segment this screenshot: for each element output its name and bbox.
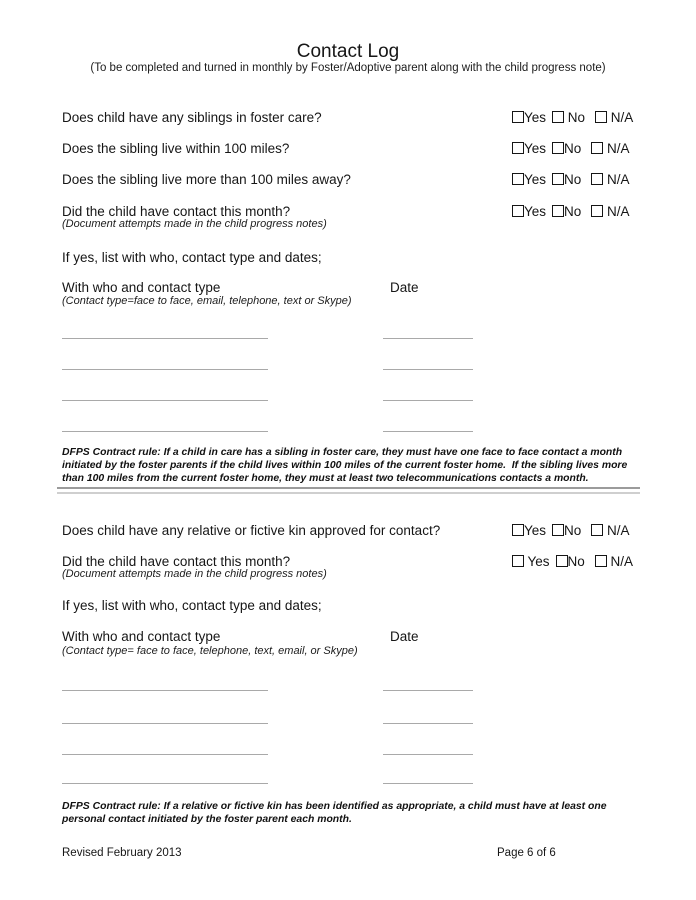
- option-yes: [512, 523, 546, 538]
- option-label-na: N/A: [603, 204, 630, 219]
- checkbox-yes[interactable]: [512, 205, 524, 217]
- answer-options: [512, 554, 633, 569]
- checkbox-na[interactable]: [591, 173, 603, 185]
- option-na: [591, 141, 629, 156]
- page-title: Contact Log: [296, 41, 400, 62]
- option-na: [595, 110, 633, 125]
- question-text: Does the sibling live within 100 miles?: [62, 141, 290, 156]
- option-na: [591, 523, 629, 538]
- section-divider: [57, 487, 640, 494]
- entry-line-date[interactable]: [383, 689, 473, 691]
- entry-line-who[interactable]: [62, 782, 268, 784]
- option-label-no: No: [564, 172, 582, 187]
- option-yes: [512, 172, 546, 187]
- entry-line-who[interactable]: [62, 399, 268, 401]
- entry-line-who[interactable]: [62, 753, 268, 755]
- option-no: [552, 141, 581, 156]
- entry-line-who[interactable]: [62, 430, 268, 432]
- option-yes: [512, 204, 546, 219]
- option-label-yes: Yes: [524, 204, 547, 219]
- entry-line-who[interactable]: [62, 722, 268, 724]
- footer-page-number: Page 6 of 6: [497, 847, 556, 859]
- checkbox-yes[interactable]: [512, 555, 524, 567]
- question-text: Does child have any siblings in foster care?: [62, 110, 322, 125]
- option-label-no: No: [564, 141, 582, 156]
- checkbox-no[interactable]: [552, 205, 564, 217]
- option-label-na: N/A: [607, 110, 634, 125]
- contract-rule-text: DFPS Contract rule: If a child in care has a sibling in foster care, they must have one face to face contact a month initiated by the foster parents if the child lives within 100 miles of the current foster home. If the sibling lives more than 100 miles from the current foster home, they must at least two telecommunications contacts a month.: [62, 447, 631, 485]
- option-label-no: No: [564, 523, 582, 538]
- entry-line-who[interactable]: [62, 337, 268, 339]
- checkbox-na[interactable]: [591, 205, 603, 217]
- option-no: [552, 172, 581, 187]
- checkbox-no[interactable]: [552, 173, 564, 185]
- checkbox-no[interactable]: [556, 555, 568, 567]
- entry-line-date[interactable]: [383, 337, 473, 339]
- option-yes: [512, 554, 550, 569]
- entry-line-date[interactable]: [383, 368, 473, 370]
- question-note: (Document attempts made in the child progress notes): [62, 218, 327, 230]
- option-yes: [512, 141, 546, 156]
- question-note: (Document attempts made in the child progress notes): [62, 568, 327, 580]
- entry-line-date[interactable]: [383, 722, 473, 724]
- checkbox-na[interactable]: [591, 142, 603, 154]
- column-header-who: With who and contact type: [62, 280, 221, 295]
- option-label-yes: Yes: [524, 172, 547, 187]
- column-header-who: With who and contact type: [62, 629, 221, 644]
- option-no: [552, 523, 581, 538]
- checkbox-na[interactable]: [595, 555, 607, 567]
- checkbox-yes[interactable]: [512, 524, 524, 536]
- option-no: [552, 204, 581, 219]
- entry-line-date[interactable]: [383, 782, 473, 784]
- checkbox-na[interactable]: [591, 524, 603, 536]
- checkbox-no[interactable]: [552, 111, 564, 123]
- question-text: Does the sibling live more than 100 miles away?: [62, 172, 351, 187]
- option-label-no: No: [567, 554, 585, 569]
- answer-options: [512, 172, 630, 187]
- option-no: [556, 554, 585, 569]
- option-na: [595, 554, 633, 569]
- checkbox-yes[interactable]: [512, 111, 524, 123]
- checkbox-no[interactable]: [552, 142, 564, 154]
- checkbox-na[interactable]: [595, 111, 607, 123]
- if-yes-instruction: If yes, list with who, contact type and dates;: [62, 598, 322, 613]
- entry-line-date[interactable]: [383, 430, 473, 432]
- if-yes-instruction: If yes, list with who, contact type and dates;: [62, 250, 322, 265]
- option-label-yes: Yes: [524, 554, 550, 569]
- option-label-na: N/A: [603, 141, 630, 156]
- footer-revision: Revised February 2013: [62, 847, 182, 859]
- page-subtitle: (To be completed and turned in monthly by Foster/Adoptive parent along with the child progress note): [90, 62, 606, 74]
- contact-type-note: (Contact type=face to face, email, telephone, text or Skype): [62, 295, 352, 307]
- checkbox-yes[interactable]: [512, 142, 524, 154]
- option-na: [591, 204, 629, 219]
- option-no: [552, 110, 585, 125]
- question-text: Did the child have contact this month?: [62, 204, 291, 219]
- answer-options: [512, 141, 630, 156]
- column-header-date: Date: [390, 629, 419, 644]
- option-label-yes: Yes: [524, 110, 547, 125]
- answer-options: [512, 110, 633, 125]
- question-text: Did the child have contact this month?: [62, 554, 291, 569]
- option-na: [591, 172, 629, 187]
- option-label-na: N/A: [603, 172, 630, 187]
- checkbox-yes[interactable]: [512, 173, 524, 185]
- option-label-no: No: [564, 110, 586, 125]
- entry-line-who[interactable]: [62, 689, 268, 691]
- option-label-na: N/A: [603, 523, 630, 538]
- option-yes: [512, 110, 546, 125]
- column-header-date: Date: [390, 280, 419, 295]
- answer-options: [512, 204, 630, 219]
- entry-line-date[interactable]: [383, 753, 473, 755]
- entry-line-who[interactable]: [62, 368, 268, 370]
- checkbox-no[interactable]: [552, 524, 564, 536]
- option-label-yes: Yes: [524, 141, 547, 156]
- entry-line-date[interactable]: [383, 399, 473, 401]
- contact-type-note: (Contact type= face to face, telephone, text, email, or Skype): [62, 645, 358, 657]
- option-label-yes: Yes: [524, 523, 547, 538]
- option-label-no: No: [564, 204, 582, 219]
- question-text: Does child have any relative or fictive kin approved for contact?: [62, 523, 441, 538]
- option-label-na: N/A: [606, 554, 634, 569]
- answer-options: [512, 523, 630, 538]
- contract-rule-text: DFPS Contract rule: If a relative or fictive kin has been identified as appropriate, a child must have at least one personal contact initiated by the foster parent each month.: [62, 801, 610, 826]
